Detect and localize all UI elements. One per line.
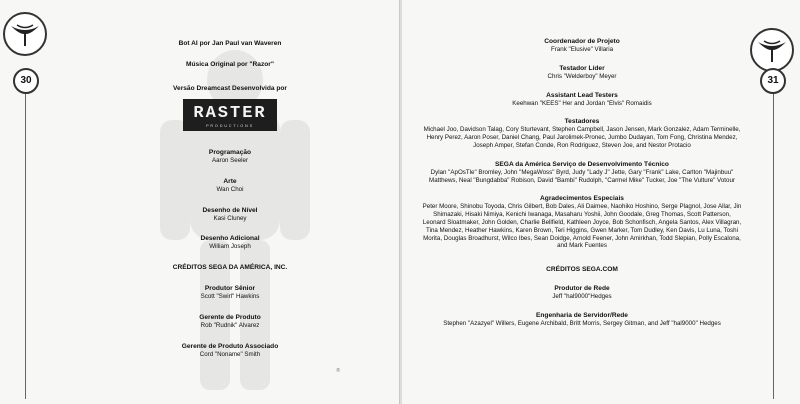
- corner-mark: ®: [336, 368, 340, 374]
- page-number: 30: [13, 68, 39, 94]
- credit-name: Aaron Seeler: [211, 157, 249, 164]
- quake-logo-icon: [750, 28, 794, 72]
- credit-name: Scott "Swirl" Hawkins: [200, 293, 260, 301]
- quake-logo-icon: [3, 12, 47, 56]
- credit-names: Jeff "hal9000"Hedges: [552, 293, 612, 301]
- credit-role: Produtor Sênior: [204, 285, 256, 293]
- credit-names: Dylan "ApOsTle" Bromley, John "MegaWoss" Byrd, Judy "Lady J" Jette, Gary "Frank" Lake, Carlton "Majinbuu" Matthews, Neal "Bungdabba" Robison, David "Bambi" Rudolph, "Carmel Mike" Tucker, Joe "The Vulture" Votour: [429, 168, 735, 184]
- credit-role: Programação: [208, 149, 252, 156]
- credit-names: Michael Joo, Davidson Talag, Cory Sturtevant, Stephen Campbell, Jason Jensen, Mark Gonzalez, Adam Terminelle, Henry Perez, Aaron Poser, Daniel Chang, Paul Jarolimek-Pronec, Jumbo Dudayan, Tom Fong, Christina Mendez, Joseph Amper, Stefan Conde, Ron Rodriguez, Steven Joe, and Nestor Protacio: [423, 126, 741, 149]
- credit-line: Música Original por "Razor": [186, 61, 274, 68]
- credit-role: SEGA da América Serviço de Desenvolvimento Técnico: [495, 160, 669, 168]
- credit-name: Wan Choi: [216, 185, 244, 193]
- credit-role: Gerente de Produto Associado: [181, 342, 279, 350]
- page-number: 31: [760, 68, 786, 94]
- credit-role: Desenho de Nível: [202, 206, 258, 214]
- credit-names: Stephen "Azazyel" Willers, Eugene Archibald, Britt Morris, Sergey Gitman, and Jeff "hal9000" Hedges: [443, 319, 721, 327]
- credit-role: Arte: [223, 177, 237, 185]
- credit-names: Peter Moore, Shinobu Toyoda, Chris Gilbert, Bob Dales, Ali Daimee, Naohiko Hoshino, Serge Plagnol, Jose Allar, Jin Shimazaki, Hisaki Nimiya, Kenichi Iwanaga, Masaharu Yoshii, John Goodale, Greg Thomas, Scott Patterson, Leonard Sloatmaker, John Golden, Charlie Bellfield, Kathleen Joyce, Bob Schonfisch, Angela Santos, Alex Villagran, Tina Mendez, Heather Hawkins, Karen Brown, Teri Higgins, Gwen Marker, Tom Dudley, Ken Davis, Lu Luna, Toshi Morita, Douglas Broadhurst, Wilco Ibes, Sean Doidge, Arnold Feener, John Amirkhan, Todd Slepian, Polly Escalona, and Mark Fuentes: [422, 203, 742, 250]
- credit-name: Rob "Rudnik" Alvarez: [200, 321, 260, 329]
- credit-line: Versão Dreamcast Desenvolvida por: [173, 85, 287, 92]
- right-credits-column: [422, 38, 742, 339]
- credit-name: Cord "Noname" Smith: [199, 350, 261, 358]
- credit-role: Engenharia de Servidor/Rede: [536, 311, 628, 319]
- credit-name: William Joseph: [209, 243, 251, 251]
- margin-rule: [25, 94, 26, 399]
- credit-role: Coordenador de Projeto: [544, 38, 620, 45]
- credit-names: Frank "Elusive" Villaria: [550, 46, 614, 53]
- section-title: CRÉDITOS SEGA DA AMÉRICA, INC.: [172, 264, 288, 272]
- credit-role: Agradecimentos Especiais: [540, 195, 624, 203]
- credit-names: Chris "Welderboy" Meyer: [547, 72, 617, 80]
- credit-name: Kasi Cluney: [213, 214, 247, 222]
- margin-rule: [773, 94, 774, 399]
- section-title: CRÉDITOS SEGA.COM: [546, 266, 618, 274]
- credit-role: Testadores: [564, 118, 600, 126]
- credit-names: Keehwan "KEES" Her and Jordan "Elvis" Romaidis: [512, 99, 652, 107]
- credit-role: Desenho Adicional: [200, 235, 260, 243]
- credit-role: Assistant Lead Testers: [546, 91, 618, 99]
- raster-productions-logo: RASTER PRODUCTIONS: [183, 99, 277, 131]
- right-page: [402, 0, 800, 404]
- credit-role: Produtor de Rede: [554, 285, 610, 293]
- credit-role: Gerente de Produto: [199, 313, 261, 321]
- credit-role: Testador Líder: [559, 64, 605, 72]
- left-credits-column: [130, 40, 330, 372]
- credit-line: Bot AI por Jan Paul van Waveren: [178, 40, 282, 47]
